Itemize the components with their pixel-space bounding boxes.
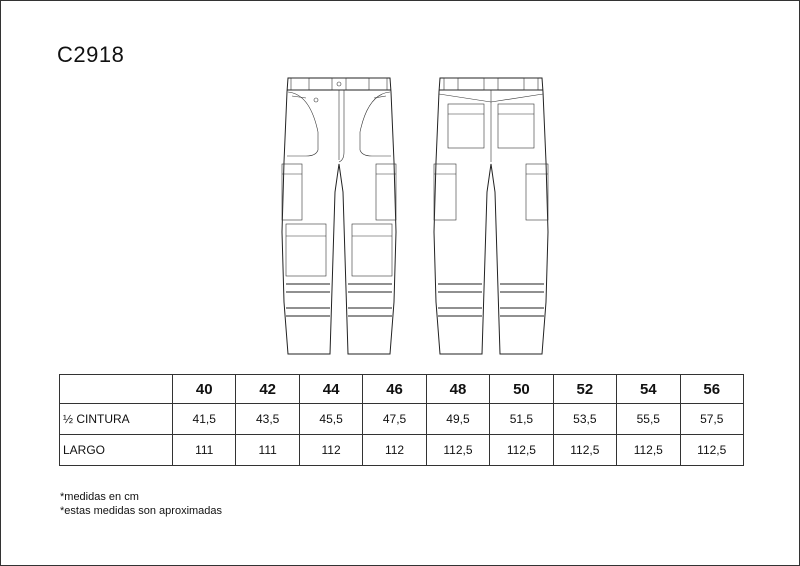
footnote-units: *medidas en cm	[60, 491, 139, 503]
table-cell: 57,5	[680, 404, 744, 435]
table-cell: 55,5	[617, 404, 680, 435]
table-cell: 112	[363, 435, 426, 466]
table-cell: 49,5	[426, 404, 489, 435]
trousers-front-icon	[282, 78, 396, 354]
table-cell: 47,5	[363, 404, 426, 435]
size-header-row	[60, 375, 744, 404]
table-cell: 112,5	[617, 435, 680, 466]
row-label: ½ CINTURA	[60, 404, 173, 435]
table-cell: 45,5	[299, 404, 362, 435]
table-row	[60, 435, 744, 466]
table-cell: 53,5	[553, 404, 616, 435]
footnote-approximate: *estas medidas son aproximadas	[60, 505, 223, 517]
technical-drawing	[270, 72, 560, 362]
row-label: LARGO	[60, 435, 173, 466]
table-cell: 111	[236, 435, 299, 466]
table-cell: 112,5	[426, 435, 489, 466]
table-cell: 41,5	[173, 404, 236, 435]
size-header: 52	[553, 375, 616, 404]
table-row	[60, 404, 744, 435]
size-header: 56	[680, 375, 744, 404]
size-header: 46	[363, 375, 426, 404]
size-header: 42	[236, 375, 299, 404]
size-table	[59, 374, 744, 466]
size-header: 40	[173, 375, 236, 404]
size-header: 54	[617, 375, 680, 404]
size-header: 48	[426, 375, 489, 404]
footnotes	[60, 490, 222, 518]
size-header-corner	[60, 375, 173, 404]
table-cell: 112	[299, 435, 362, 466]
size-header: 50	[490, 375, 553, 404]
table-cell: 112,5	[490, 435, 553, 466]
table-cell: 112,5	[553, 435, 616, 466]
trousers-back-icon	[434, 78, 548, 354]
table-cell: 111	[173, 435, 236, 466]
table-cell: 51,5	[490, 404, 553, 435]
size-header: 44	[299, 375, 362, 404]
model-code: C2918	[57, 42, 125, 67]
table-cell: 43,5	[236, 404, 299, 435]
table-cell: 112,5	[680, 435, 744, 466]
